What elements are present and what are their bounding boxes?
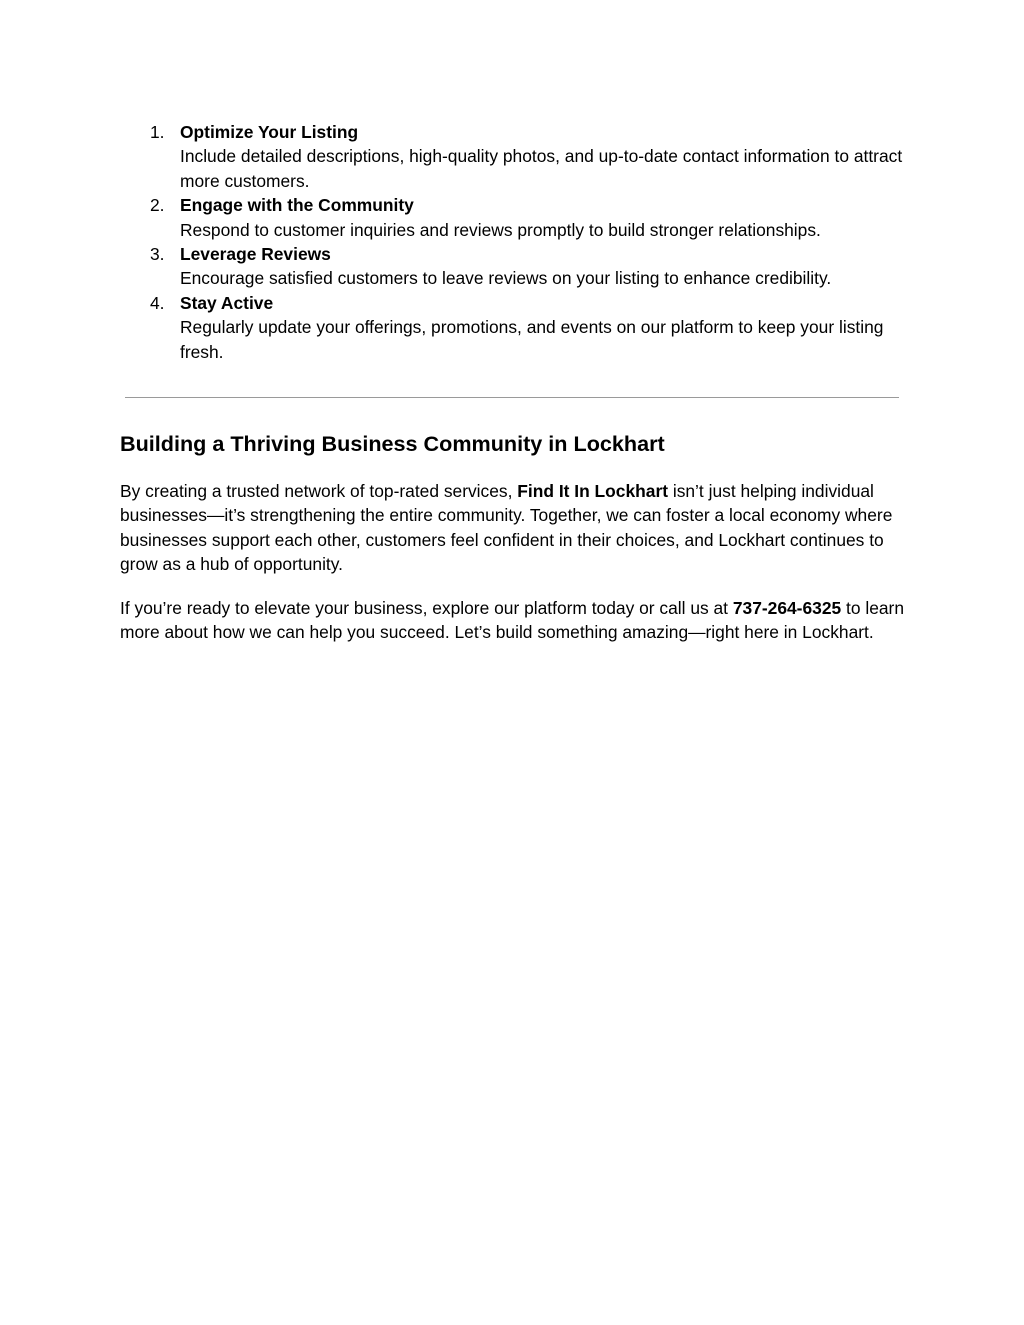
- list-item: [120, 291, 910, 364]
- list-item-description: Regularly update your offerings, promotions, and events on our platform to keep your listing fresh.: [180, 317, 884, 362]
- paragraph-text: to learn more about how we can help you succeed. Let’s build something amazing—right here in Lockhart.: [120, 598, 905, 643]
- list-item-description: Encourage satisfied customers to leave reviews on your listing to enhance credibility.: [180, 268, 832, 289]
- list-item-number: 1.: [150, 122, 165, 142]
- list-item-title: Leverage Reviews: [180, 244, 331, 265]
- brand-name: Find It In Lockhart: [517, 481, 668, 501]
- community-paragraph: [120, 479, 910, 577]
- paragraph-text: isn’t just helping individual businesses—it’s strengthening the entire community. Together, we can foster a local economy where businesses support each other, customers feel confident in their choices, and Lockhart continues to grow as a hub of opportunity.: [120, 481, 893, 575]
- list-item: [120, 242, 910, 291]
- list-item: [120, 120, 910, 193]
- list-item-title: Optimize Your Listing: [180, 122, 359, 142]
- paragraph-text: If you’re ready to elevate your business, explore our platform today or call us at: [120, 598, 733, 618]
- list-item-number: 4.: [150, 292, 165, 313]
- list-item-title: Engage with the Community: [180, 195, 414, 216]
- list-item-title: Stay Active: [180, 292, 274, 313]
- paragraph-text: By creating a trusted network of top-rated services,: [120, 481, 518, 501]
- list-item-number: 2.: [150, 195, 165, 216]
- phone-number: 737-264-6325: [732, 598, 842, 618]
- section-heading: Building a Thriving Business Community in Lockhart: [120, 431, 665, 456]
- list-item-description: Include detailed descriptions, high-quality photos, and up-to-date contact information to attract more customers.: [180, 146, 903, 191]
- tips-list: [120, 120, 910, 364]
- horizontal-divider: [125, 397, 899, 398]
- list-item-number: 3.: [150, 244, 165, 265]
- call-to-action-paragraph: [120, 596, 910, 645]
- list-item-description: Respond to customer inquiries and reviews promptly to build stronger relationships.: [180, 219, 821, 240]
- list-item: [120, 193, 910, 242]
